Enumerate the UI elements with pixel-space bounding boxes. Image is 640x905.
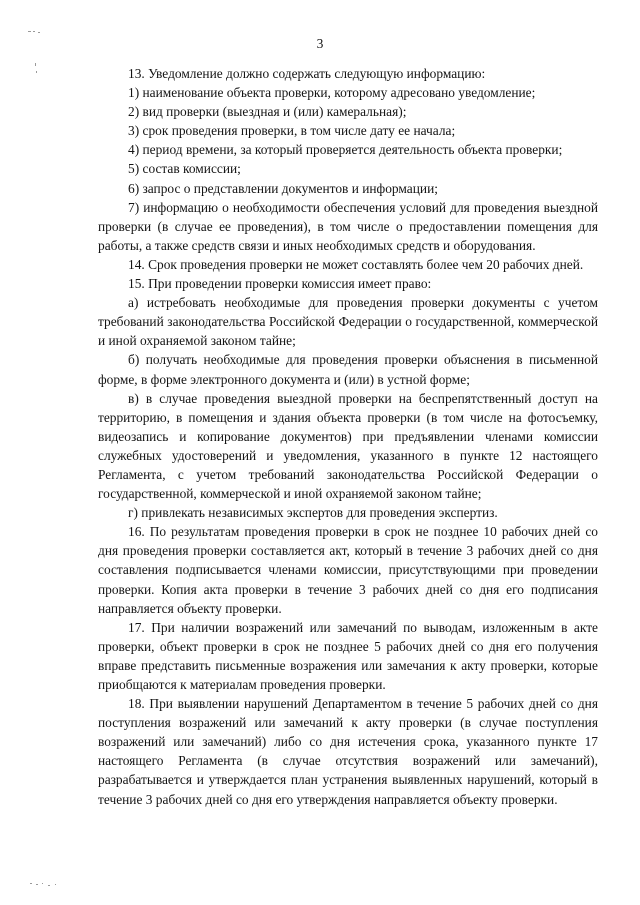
paragraph-13-intro: 13. Уведомление должно содержать следующую информацию: (128, 66, 486, 81)
document-body (98, 64, 598, 809)
paragraph-14: 14. Срок проведения проверки не может составлять более чем 20 рабочих дней. (128, 256, 584, 272)
list-item-4: 4) период времени, за который проверяется деятельность объекта проверки; (128, 142, 563, 158)
list-item-1: 1) наименование объекта проверки, которому адресовано уведомление; (128, 85, 536, 101)
page-number: 3 (316, 36, 324, 51)
list-item-b: б) получать необходимые для проведения проверки объяснения в письменной форме, в форме электронного документа и (или) в устной форме; (98, 352, 598, 387)
paragraph-15-intro: 15. При проведении проверки комиссия имеет право: (128, 276, 432, 292)
list-item-g: г) привлекать независимых экспертов для проведения экспертиз. (128, 505, 498, 521)
list-item-3: 3) срок проведения проверки, в том числе дату ее начала; (128, 123, 456, 139)
paragraph-18: 18. При выявлении нарушений Департаментом в течение 5 рабочих дней со дня поступления возражений или замечаний к акту проверки (в случае поступления возражений или замечаний) либо со дня истечения срока, указанного пункте 17 настоящего Регламента (в случае отсутствия возражений или замечаний), разрабатывается и утверждается план устранения выявленных нарушений, который в течение 3 рабочих дней со дня его утверждения направляется объекту проверки. (98, 696, 598, 807)
list-item-v: в) в случае проведения выездной проверки на беспрепятственный доступ на территорию, в помещения и здания объекта проверки (в том числе на фотосъемку, видеозапись и копирование документов) при предъявлении членами комиссии служебных удостоверений и уведомления, указанного в пункте 12 настоящего Регламента, с учетом требований законодательства Российской Федерации о государственной, коммерческой и иной охраняемой законом тайне; (98, 390, 598, 502)
paragraph-17: 17. При наличии возражений или замечаний по выводам, изложенным в акте проверки, объект проверки в срок не позднее 5 рабочих дней со дня его получения вправе представить письменные возражения или замечания к акту проверки, которые приобщаются к материалам проведения проверки. (98, 619, 598, 692)
list-item-2: 2) вид проверки (выездная и (или) камеральная); (128, 104, 407, 120)
paragraph-16: 16. По результатам проведения проверки в срок не позднее 10 рабочих дней со дня проведения проверки составляется акт, который в течение 3 рабочих дней со дня составления подписывается членами комиссии, присутствующими при проведении проверки. Копия акта проверки в течение 3 рабочих дней со дня его подписания направляется объекту проверки. (98, 524, 598, 616)
list-item-7: 7) информацию о необходимости обеспечения условий для проведения выездной проверки (в случае ее проведения), в том числе о предоставлении помещения для работы, а также средств связи и иных необходимых средств и оборудования. (98, 199, 598, 253)
list-item-6: 6) запрос о представлении документов и информации; (128, 180, 438, 196)
list-item-5: 5) состав комиссии; (128, 161, 241, 177)
list-item-a: а) истребовать необходимые для проведения проверки документы с учетом требований законодательства Российской Федерации о государственной, коммерческой и иной охраняемой законом тайне; (98, 295, 598, 349)
